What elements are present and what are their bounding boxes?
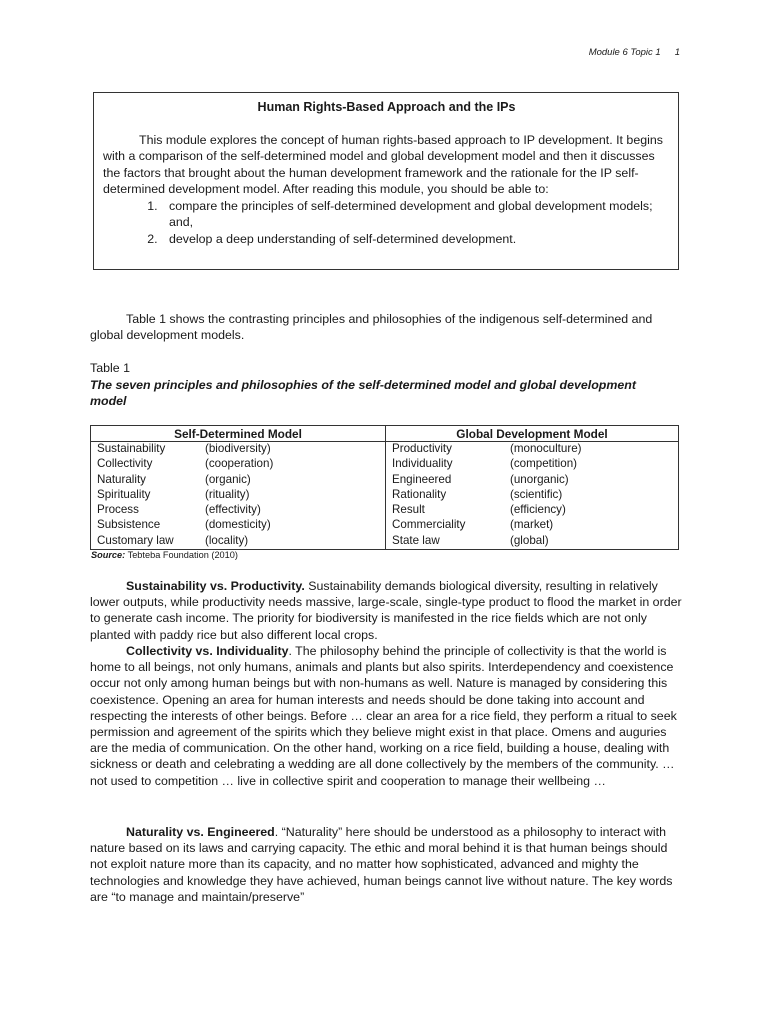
table-row — [91, 488, 679, 503]
principle-term: Commerciality — [392, 518, 466, 532]
principle-term: Collectivity — [97, 457, 153, 471]
table-cell-left — [91, 442, 386, 458]
table-row — [91, 534, 679, 550]
principle-note: (market) — [510, 518, 554, 532]
principle-note: (biodiversity) — [205, 442, 271, 455]
lead-paragraph: Table 1 shows the contrasting principles and philosophies of the indigenous self-determined and global development models. — [90, 312, 653, 343]
table-cell-right — [386, 503, 679, 518]
section-sustainability — [90, 578, 682, 643]
principle-term: State law — [392, 533, 440, 547]
principle-term: Customary law — [97, 533, 174, 547]
principle-note: (locality) — [205, 533, 249, 547]
table-row — [91, 473, 679, 488]
section-text: . “Naturality” here should be understood as a philosophy to interact with nature based on its laws and carrying capacity. The ethic and moral behind it is that human beings should not exploit nature more than its capacity, and no matter how sophisticated, advanced and mighty the technologies and knowledge they have achieved, human beings cannot live without nature. The key words are “to manage and maintain/preserve” — [90, 825, 673, 904]
principle-term: Process — [97, 503, 139, 517]
principle-note: (global) — [510, 533, 549, 547]
principle-term: Sustainability — [97, 442, 166, 455]
table-cell-right — [386, 457, 679, 472]
table-cell-left — [91, 457, 386, 472]
section-collectivity — [90, 643, 682, 789]
table-cell-left — [91, 488, 386, 503]
table-cell-right — [386, 534, 679, 550]
table-cell-right — [386, 442, 679, 458]
table-header-row — [91, 426, 679, 442]
table-source — [91, 550, 238, 560]
table-cell-left — [91, 534, 386, 550]
column-header-global: Global Development Model — [386, 426, 679, 442]
column-header-self-determined: Self-Determined Model — [91, 426, 386, 442]
source-label: Source: — [91, 550, 126, 560]
page-header — [589, 47, 680, 58]
section-naturality — [90, 824, 682, 905]
principle-note: (cooperation) — [205, 457, 274, 471]
table-cell-left — [91, 473, 386, 488]
section-heading: Collectivity vs. Individuality — [126, 644, 289, 658]
table-row — [91, 457, 679, 472]
principle-note: (organic) — [205, 472, 251, 486]
section-text: Sustainability demands biological diversity, resulting in relatively lower outputs, while productivity needs massive, large-scale, single-type product to flood the market in order to generate cash income. The priority for biodiversity is manifested in the rice fields which are not only planted with paddy rice but also different local crops. — [90, 579, 682, 642]
table-cell-left — [91, 518, 386, 533]
table-row — [91, 442, 679, 458]
running-title: Module 6 Topic 1 — [588, 47, 661, 58]
principle-note: (scientific) — [510, 487, 563, 501]
section-text: . The philosophy behind the principle of collectivity is that the world is home to all beings, not only humans, animals and plants but also spirits. Interdependency and coexistence occur not only among human beings but with non-humans as well. Nature is managed by considering this coexistence. Opening an area for human interests and needs should be done taking into account and respecting the interests of other beings. Before … clear an area for a rice field, they perform a ritual to seek permission and agreement of the spirits which they believe might exist in that place. Omens and auguries are the media of communication. On the other hand, working on a rice field, building a house, dealing with sickness or death and celebrating a wedding are all done collectively by the members of the community. … not used to competition … live in collective spirit and cooperation to manage their wellbeing … — [90, 644, 677, 788]
table-cell-right — [386, 488, 679, 503]
principle-term: Rationality — [392, 487, 447, 501]
module-intro-text: This module explores the concept of human rights-based approach to IP development. It begins with a comparison of the self-determined model and global development model and then it discusses the factors that brought about the human development framework and the rationale for the IP self-determined development model. After reading this module, you should be able to: — [103, 132, 663, 196]
principle-term: Subsistence — [97, 518, 161, 532]
table-caption: The seven principles and philosophies of the self-determined model and global development model — [90, 378, 636, 408]
page-number: 1 — [674, 47, 680, 58]
table-cell-left — [91, 503, 386, 518]
principle-note: (monoculture) — [510, 442, 582, 455]
principle-term: Naturality — [97, 472, 146, 486]
table-cell-right — [386, 518, 679, 533]
principle-note: (competition) — [510, 457, 578, 471]
objective-item: 2. develop a deep understanding of self-determined development. — [161, 231, 670, 248]
table-row — [91, 518, 679, 533]
table-row — [91, 503, 679, 518]
principle-term: Productivity — [392, 442, 452, 455]
objective-item: 1. compare the principles of self-determined development and global development models; and, — [161, 198, 670, 231]
principle-term: Engineered — [392, 472, 452, 486]
table-cell-right — [386, 473, 679, 488]
principle-term: Individuality — [392, 457, 453, 471]
section-heading: Sustainability vs. Productivity. — [126, 579, 305, 593]
principle-term: Result — [392, 503, 425, 517]
principle-term: Spirituality — [97, 487, 151, 501]
section-heading: Naturality vs. Engineered — [126, 825, 275, 839]
module-intro-box — [93, 92, 679, 270]
source-text: Tebteba Foundation (2010) — [127, 550, 238, 560]
table-label: Table 1 — [90, 361, 130, 375]
principle-note: (rituality) — [205, 487, 250, 501]
principle-note: (domesticity) — [205, 518, 271, 532]
objectives-list — [103, 198, 670, 248]
module-title: Human Rights-Based Approach and the IPs — [257, 100, 516, 114]
principle-note: (effectivity) — [205, 503, 261, 517]
principle-note: (efficiency) — [510, 503, 566, 517]
principles-table — [90, 425, 679, 550]
principle-note: (unorganic) — [510, 472, 569, 486]
